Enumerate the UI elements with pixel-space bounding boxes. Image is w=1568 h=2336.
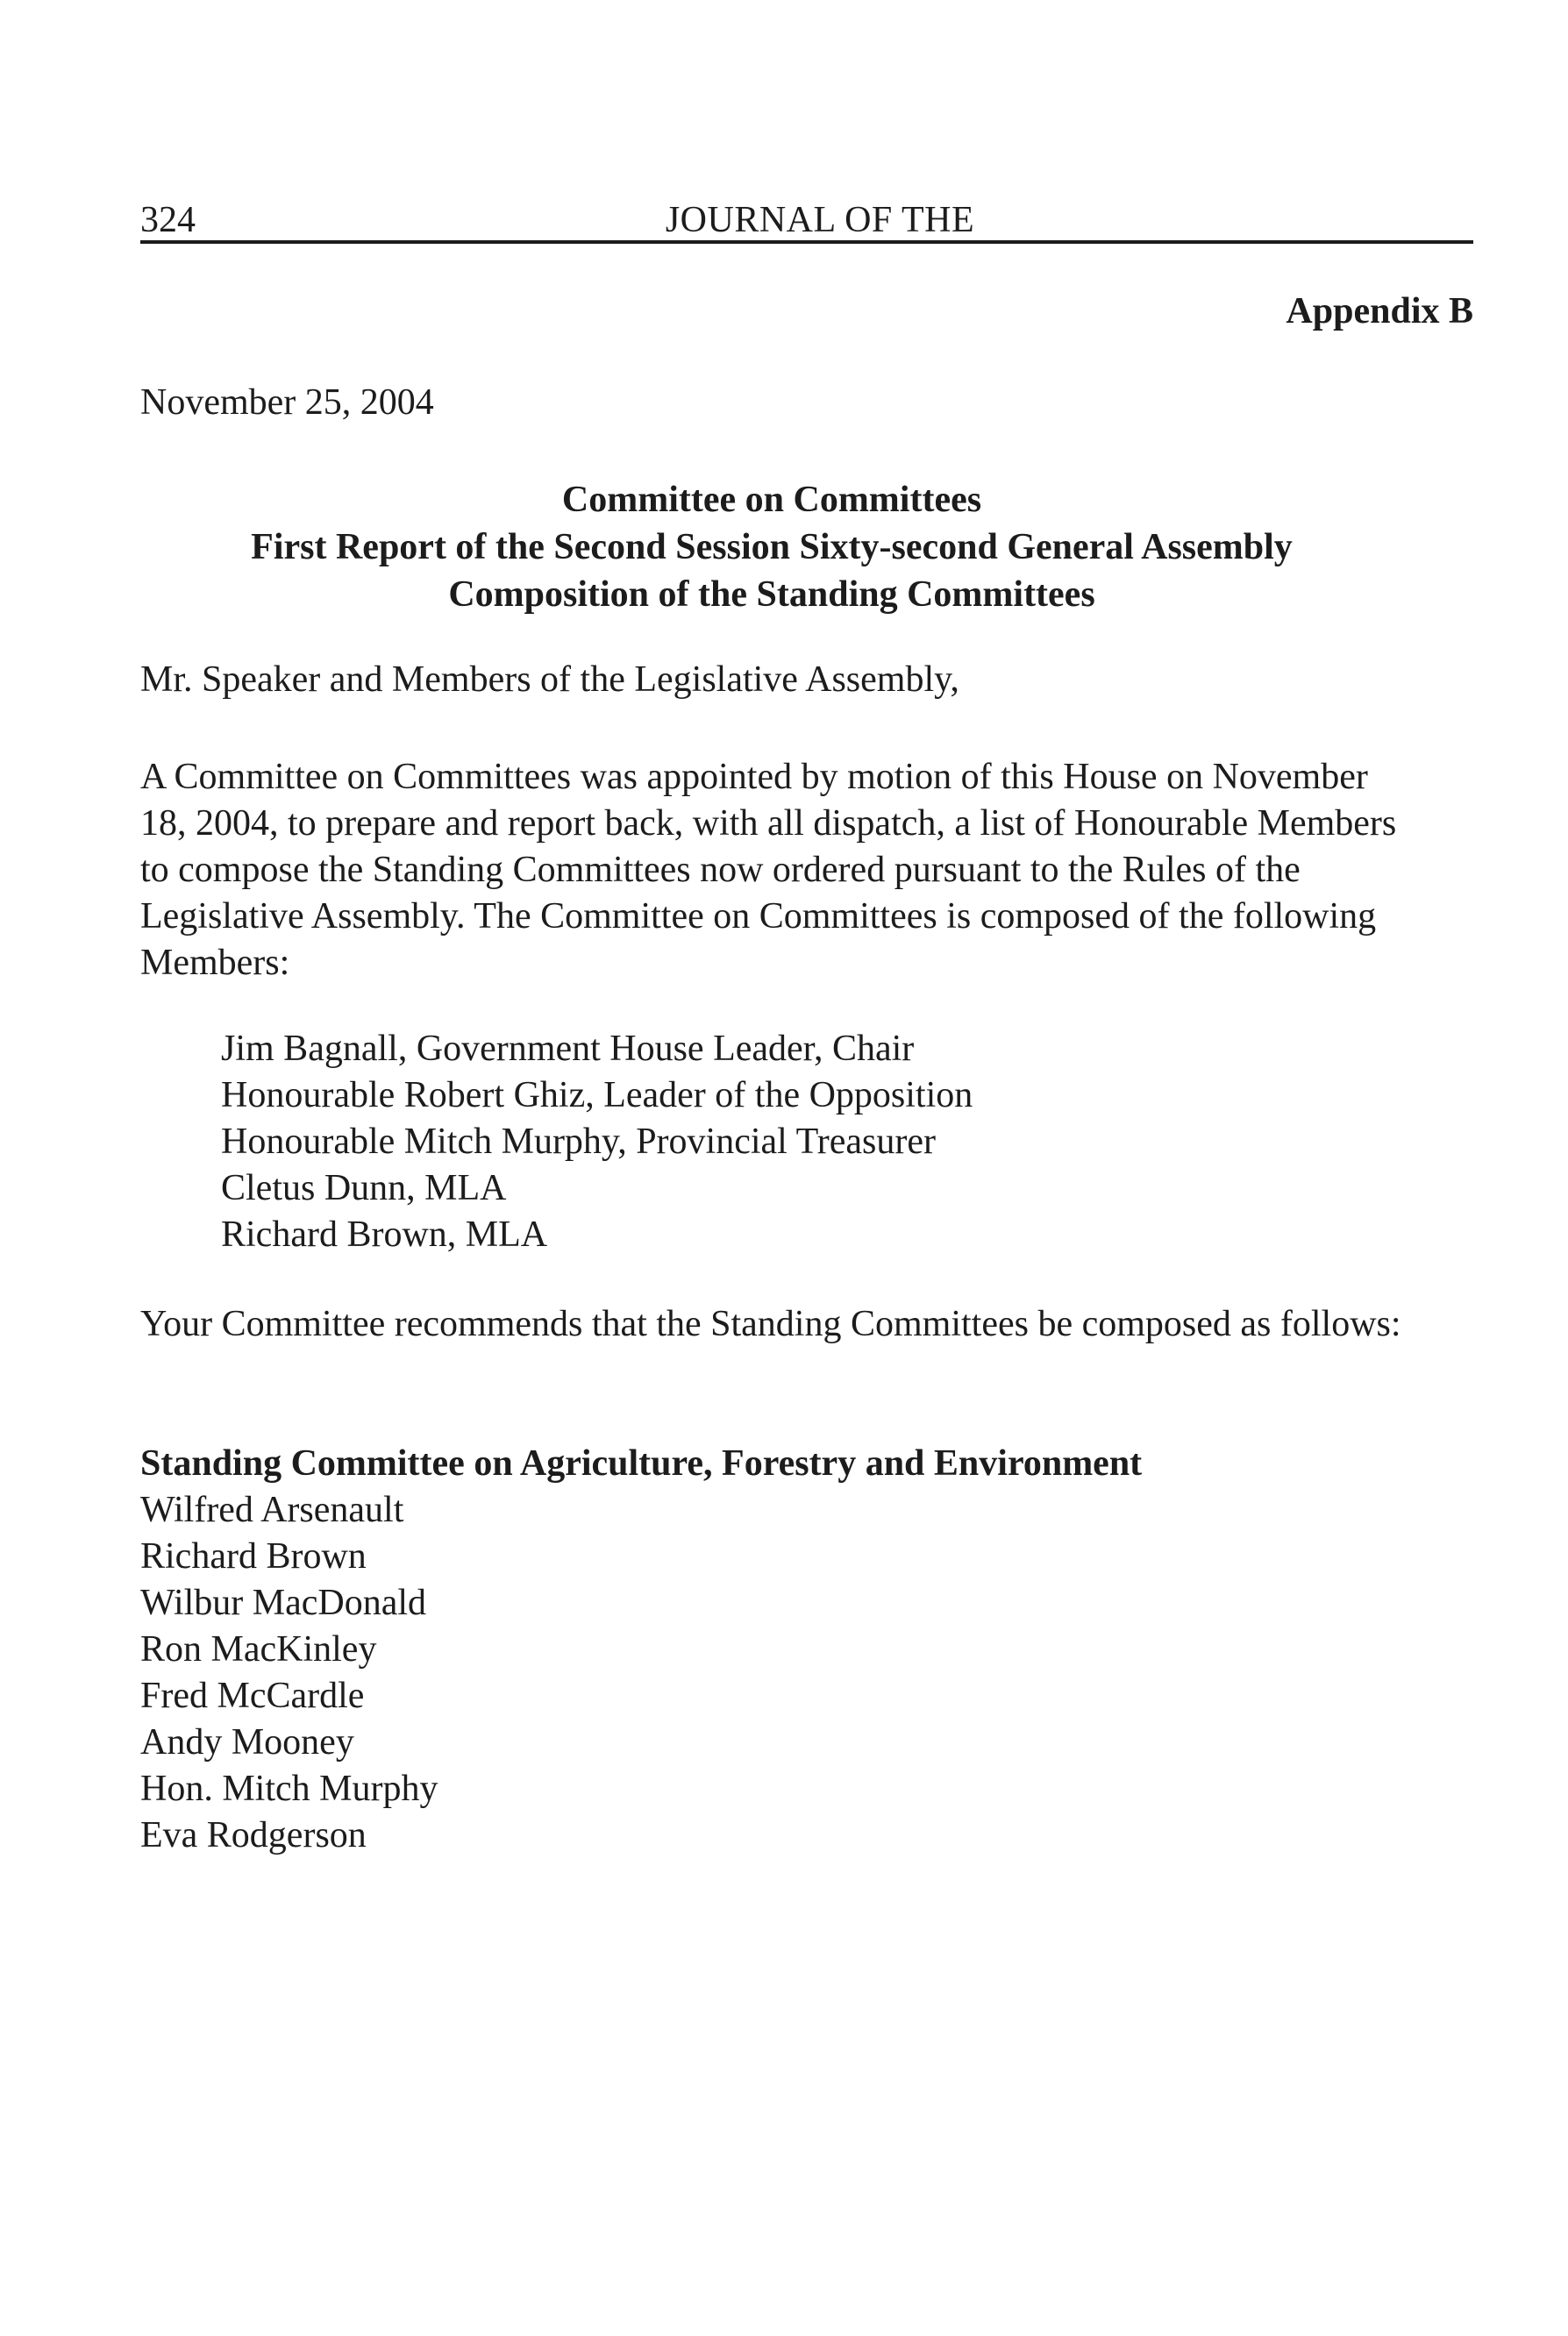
committee-on-committees-member-list xyxy=(221,1026,973,1258)
report-title xyxy=(140,476,1403,618)
standing-committee-heading: Standing Committee on Agriculture, Forestry and Environment xyxy=(140,1443,1143,1484)
committee-member-item: Fred McCardle xyxy=(140,1676,365,1716)
page-number: 324 xyxy=(140,200,196,240)
report-title-line-2: First Report of the Second Session Sixty-second General Assembly xyxy=(251,527,1293,567)
committee-member-item: Wilfred Arsenault xyxy=(140,1490,404,1530)
committee-member-item: Hon. Mitch Murphy xyxy=(140,1769,438,1809)
standing-committee-member-list xyxy=(140,1487,438,1859)
salutation: Mr. Speaker and Members of the Legislative Assembly, xyxy=(140,659,959,700)
page-header xyxy=(140,191,1473,244)
member-item: Honourable Robert Ghiz, Leader of the Opposition xyxy=(221,1075,973,1115)
member-item: Honourable Mitch Murphy, Provincial Treasurer xyxy=(221,1122,936,1162)
member-item: Jim Bagnall, Government House Leader, Chair xyxy=(221,1029,915,1069)
report-title-line-3: Composition of the Standing Committees xyxy=(448,574,1095,615)
committee-member-item: Wilbur MacDonald xyxy=(140,1583,427,1623)
member-item: Richard Brown, MLA xyxy=(221,1214,548,1255)
appendix-label: Appendix B xyxy=(1286,291,1473,331)
recommendation-paragraph: Your Committee recommends that the Standing Committees be composed as follows: xyxy=(140,1304,1401,1344)
committee-member-item: Ron MacKinley xyxy=(140,1629,377,1670)
member-item: Cletus Dunn, MLA xyxy=(221,1168,507,1208)
intro-paragraph: A Committee on Committees was appointed by motion of this House on November 18, 2004, to prepare and report back, with all dispatch, a list of Honourable Members to compose the Standing Committees now ordered pursuant to the Rules of the Legislative Assembly. The Committee on Committees is composed of the following Members: xyxy=(140,757,1397,983)
committee-member-item: Richard Brown xyxy=(140,1536,367,1577)
running-title: JOURNAL OF THE xyxy=(665,200,975,240)
report-title-line-1: Committee on Committees xyxy=(561,480,982,520)
report-date: November 25, 2004 xyxy=(140,382,434,423)
committee-member-item: Eva Rodgerson xyxy=(140,1815,367,1855)
committee-member-item: Andy Mooney xyxy=(140,1722,354,1763)
